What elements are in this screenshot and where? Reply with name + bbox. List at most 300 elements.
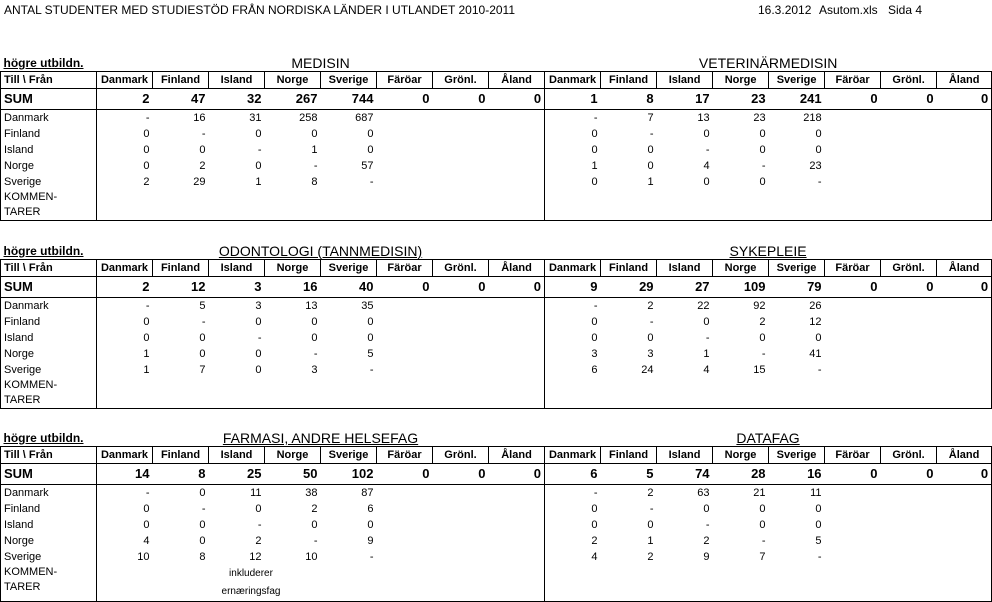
sum-cell: 50 <box>265 464 321 485</box>
empty-cell <box>937 485 992 502</box>
comments-right <box>545 565 992 602</box>
sum-cell: 5 <box>601 464 657 485</box>
empty-cell <box>489 314 545 330</box>
sum-cell: 16 <box>265 277 321 298</box>
comment-note-line: inkluderer <box>229 568 273 579</box>
row-label: Finland <box>1 501 97 517</box>
data-cell: 1 <box>647 176 654 188</box>
sum-cell: 2 <box>97 89 153 110</box>
column-header: Island <box>657 447 713 464</box>
empty-cell <box>937 501 992 517</box>
empty-cell <box>377 314 433 330</box>
sum-cell: 6 <box>545 464 601 485</box>
comments-row <box>1 378 992 409</box>
data-cell: 11 <box>250 487 262 499</box>
column-header: Danmark <box>545 447 601 464</box>
row-label: Danmark <box>1 298 97 315</box>
corner-label: Till \ Från <box>1 260 97 277</box>
comments-row <box>1 565 992 602</box>
data-cell: 1 <box>647 535 654 547</box>
sum-cell: 0 <box>433 89 489 110</box>
data-cell: - <box>369 551 374 563</box>
data-cell: - <box>705 332 710 344</box>
sum-cell: 0 <box>377 464 433 485</box>
table-block <box>0 238 989 409</box>
data-cell: 0 <box>703 316 710 328</box>
sum-cell: 32 <box>209 89 265 110</box>
data-cell: 1 <box>97 362 153 378</box>
data-cell: 0 <box>545 517 601 533</box>
column-header: Norge <box>265 72 321 89</box>
data-cell: 0 <box>311 332 318 344</box>
data-cell: 9 <box>703 551 710 563</box>
column-header: Färöar <box>825 447 881 464</box>
data-cell: 11 <box>810 487 822 499</box>
data-cell: 24 <box>641 364 654 376</box>
empty-cell <box>881 110 937 127</box>
table-block <box>0 425 989 602</box>
sum-cell: 0 <box>937 89 992 110</box>
sum-cell: 40 <box>321 277 377 298</box>
empty-cell <box>377 110 433 127</box>
empty-cell <box>937 126 992 142</box>
empty-cell <box>937 330 992 346</box>
data-cell: 0 <box>199 144 206 156</box>
data-cell: 0 <box>311 316 318 328</box>
data-cell: 0 <box>815 128 822 140</box>
data-cell: 0 <box>647 519 654 531</box>
column-header: Sverige <box>321 72 377 89</box>
comments-label: KOMMEN-TARER <box>1 378 97 409</box>
data-cell: 0 <box>367 519 374 531</box>
empty-cell <box>489 362 545 378</box>
column-header: Island <box>657 260 713 277</box>
higher-education-label: högre utbildn. <box>3 244 84 258</box>
data-cell: 1 <box>255 176 262 188</box>
data-cell: 0 <box>545 174 601 190</box>
empty-cell <box>489 298 545 315</box>
column-header: Grönl. <box>881 72 937 89</box>
data-cell: 2 <box>647 551 654 563</box>
data-cell: 0 <box>647 160 654 172</box>
data-cell: - <box>201 128 206 140</box>
empty-cell <box>825 298 881 315</box>
data-cell: - <box>369 176 374 188</box>
data-cell: 0 <box>97 126 153 142</box>
row-label: Danmark <box>1 485 97 502</box>
data-cell: 0 <box>255 316 262 328</box>
data-cell: 7 <box>199 364 206 376</box>
data-table <box>0 50 992 221</box>
column-header: Åland <box>489 72 545 89</box>
data-cell: - <box>257 519 262 531</box>
comments-label: KOMMEN-TARER <box>1 565 97 602</box>
data-cell: 0 <box>759 176 766 188</box>
empty-cell <box>433 110 489 127</box>
table-row <box>1 533 992 549</box>
sum-cell: 0 <box>881 464 937 485</box>
empty-cell <box>825 110 881 127</box>
empty-cell <box>433 298 489 315</box>
column-header: Sverige <box>321 260 377 277</box>
column-header: Norge <box>265 447 321 464</box>
data-cell: 258 <box>299 112 318 124</box>
data-cell: - <box>257 332 262 344</box>
empty-cell <box>377 126 433 142</box>
row-label: Island <box>1 330 97 346</box>
empty-cell <box>881 549 937 565</box>
comments-right <box>545 190 992 221</box>
section-title-left: MEDISIN <box>291 55 350 71</box>
data-cell: 1 <box>311 144 318 156</box>
empty-cell <box>937 362 992 378</box>
column-header: Åland <box>489 447 545 464</box>
column-header: Färöar <box>825 72 881 89</box>
empty-cell <box>377 298 433 315</box>
data-cell: 4 <box>703 364 710 376</box>
file-name: Asutom.xls <box>819 3 878 17</box>
data-cell: 4 <box>703 160 710 172</box>
data-cell: 10 <box>305 551 318 563</box>
empty-cell <box>825 174 881 190</box>
empty-cell <box>377 158 433 174</box>
row-label: Norge <box>1 158 97 174</box>
table-row <box>1 501 992 517</box>
data-cell: 2 <box>545 533 601 549</box>
empty-cell <box>433 362 489 378</box>
data-cell: 6 <box>545 362 601 378</box>
data-cell: 0 <box>647 144 654 156</box>
empty-cell <box>489 485 545 502</box>
data-cell: 16 <box>193 112 206 124</box>
data-cell: 12 <box>249 551 262 563</box>
empty-cell <box>825 126 881 142</box>
data-cell: 38 <box>305 487 318 499</box>
empty-cell <box>881 533 937 549</box>
data-table <box>0 238 992 409</box>
empty-cell <box>433 533 489 549</box>
data-cell: 4 <box>97 533 153 549</box>
empty-cell <box>825 142 881 158</box>
data-cell: 0 <box>367 128 374 140</box>
empty-cell <box>825 158 881 174</box>
empty-cell <box>377 142 433 158</box>
data-cell: 1 <box>97 346 153 362</box>
data-cell: 21 <box>753 487 766 499</box>
sum-cell: 744 <box>321 89 377 110</box>
table-row <box>1 110 992 127</box>
section-title-right: VETERINÄRMEDISIN <box>698 55 838 71</box>
empty-cell <box>377 485 433 502</box>
data-cell: - <box>97 110 153 127</box>
sum-cell: 0 <box>433 464 489 485</box>
data-cell: 0 <box>199 487 206 499</box>
sum-cell: 16 <box>769 464 825 485</box>
data-cell: 0 <box>311 519 318 531</box>
empty-cell <box>881 314 937 330</box>
section-title-left: ODONTOLOGI (TANNMEDISIN) <box>218 243 423 259</box>
data-cell: - <box>313 348 318 360</box>
empty-cell <box>377 501 433 517</box>
data-cell: 0 <box>759 144 766 156</box>
data-cell: 9 <box>367 535 374 547</box>
sum-cell: 0 <box>881 277 937 298</box>
data-cell: 15 <box>753 364 766 376</box>
data-cell: 5 <box>367 348 374 360</box>
data-cell: 0 <box>199 332 206 344</box>
column-header: Island <box>657 72 713 89</box>
data-cell: - <box>97 298 153 315</box>
empty-cell <box>489 533 545 549</box>
sum-label: SUM <box>1 277 97 298</box>
sum-cell: 109 <box>713 277 769 298</box>
empty-cell <box>433 549 489 565</box>
report-title: ANTAL STUDENTER MED STUDIESTÖD FRÅN NORDISKA LÄNDER I UTLANDET 2010-2011 <box>4 3 516 17</box>
comment-note-line: ernæringsfag <box>221 586 281 597</box>
column-header: Färöar <box>377 260 433 277</box>
data-cell: 87 <box>361 487 374 499</box>
column-header-row <box>1 447 992 464</box>
sum-cell: 23 <box>713 89 769 110</box>
column-header: Island <box>209 260 265 277</box>
row-label: Finland <box>1 314 97 330</box>
data-cell: 0 <box>97 330 153 346</box>
data-cell: 0 <box>311 128 318 140</box>
empty-cell <box>825 362 881 378</box>
empty-cell <box>937 174 992 190</box>
sum-cell: 9 <box>545 277 601 298</box>
column-header: Färöar <box>377 447 433 464</box>
column-header: Grönl. <box>881 447 937 464</box>
sum-cell: 25 <box>209 464 265 485</box>
section-title-right: SYKEPLEIE <box>729 243 807 259</box>
data-cell: 0 <box>545 142 601 158</box>
empty-cell <box>433 346 489 362</box>
sum-cell: 0 <box>937 464 992 485</box>
data-cell: - <box>761 535 766 547</box>
data-cell: 0 <box>367 332 374 344</box>
data-cell: 41 <box>809 348 822 360</box>
column-header: Danmark <box>97 447 153 464</box>
data-cell: 0 <box>759 519 766 531</box>
data-cell: 0 <box>703 128 710 140</box>
empty-cell <box>377 362 433 378</box>
data-cell: 63 <box>697 487 710 499</box>
block-title-row <box>1 238 992 260</box>
sum-cell: 79 <box>769 277 825 298</box>
empty-cell <box>489 174 545 190</box>
data-cell: 0 <box>703 176 710 188</box>
sum-cell: 17 <box>657 89 713 110</box>
empty-cell <box>825 314 881 330</box>
column-header: Norge <box>713 447 769 464</box>
data-cell: - <box>705 519 710 531</box>
column-header: Island <box>209 447 265 464</box>
data-cell: 0 <box>545 126 601 142</box>
sum-row <box>1 89 992 110</box>
empty-cell <box>937 549 992 565</box>
data-cell: 0 <box>703 503 710 515</box>
empty-cell <box>377 517 433 533</box>
sum-cell: 3 <box>209 277 265 298</box>
data-cell: 687 <box>355 112 374 124</box>
data-cell: 0 <box>199 535 206 547</box>
empty-cell <box>377 533 433 549</box>
column-header: Finland <box>153 72 209 89</box>
row-label: Danmark <box>1 110 97 127</box>
table-row <box>1 174 992 190</box>
comments-left <box>97 190 545 221</box>
column-header-row <box>1 260 992 277</box>
column-header: Färöar <box>377 72 433 89</box>
sum-cell: 28 <box>713 464 769 485</box>
higher-education-label: högre utbildn. <box>3 431 84 445</box>
data-cell: - <box>817 364 822 376</box>
data-cell: 0 <box>255 348 262 360</box>
sum-cell: 0 <box>825 277 881 298</box>
data-table <box>0 425 992 602</box>
empty-cell <box>881 174 937 190</box>
empty-cell <box>881 298 937 315</box>
empty-cell <box>937 110 992 127</box>
empty-cell <box>825 346 881 362</box>
empty-cell <box>433 174 489 190</box>
data-cell: 0 <box>815 519 822 531</box>
empty-cell <box>433 126 489 142</box>
sum-cell: 47 <box>153 89 209 110</box>
empty-cell <box>377 330 433 346</box>
empty-cell <box>489 126 545 142</box>
empty-cell <box>433 501 489 517</box>
row-label: Island <box>1 517 97 533</box>
column-header: Finland <box>601 72 657 89</box>
comments-left <box>97 378 545 409</box>
data-cell: 2 <box>199 160 206 172</box>
table-row <box>1 298 992 315</box>
empty-cell <box>433 330 489 346</box>
empty-cell <box>881 517 937 533</box>
table-row <box>1 142 992 158</box>
data-cell: 0 <box>545 501 601 517</box>
sum-cell: 12 <box>153 277 209 298</box>
data-cell: 0 <box>759 503 766 515</box>
sum-cell: 241 <box>769 89 825 110</box>
data-cell: 2 <box>255 535 262 547</box>
data-cell: - <box>313 160 318 172</box>
empty-cell <box>489 110 545 127</box>
column-header: Norge <box>265 260 321 277</box>
data-cell: 2 <box>647 487 654 499</box>
empty-cell <box>881 330 937 346</box>
empty-cell <box>937 158 992 174</box>
empty-cell <box>825 501 881 517</box>
data-cell: 26 <box>809 300 822 312</box>
column-header: Färöar <box>825 260 881 277</box>
data-cell: 3 <box>311 364 318 376</box>
empty-cell <box>937 517 992 533</box>
column-header: Åland <box>937 72 992 89</box>
data-cell: 7 <box>647 112 654 124</box>
comments-row <box>1 190 992 221</box>
empty-cell <box>881 501 937 517</box>
column-header-row <box>1 72 992 89</box>
data-cell: 0 <box>97 158 153 174</box>
sum-cell: 0 <box>825 89 881 110</box>
sum-row <box>1 464 992 485</box>
sum-cell: 0 <box>377 277 433 298</box>
data-cell: - <box>761 348 766 360</box>
data-cell: 0 <box>367 316 374 328</box>
sum-cell: 0 <box>433 277 489 298</box>
sum-label: SUM <box>1 89 97 110</box>
page-header <box>0 0 959 22</box>
data-cell: 0 <box>97 501 153 517</box>
data-cell: 0 <box>97 142 153 158</box>
empty-cell <box>937 346 992 362</box>
column-header: Grönl. <box>433 72 489 89</box>
data-cell: 7 <box>759 551 766 563</box>
row-label: Sverige <box>1 362 97 378</box>
sum-label: SUM <box>1 464 97 485</box>
column-header: Åland <box>489 260 545 277</box>
column-header: Grönl. <box>881 260 937 277</box>
data-cell: 3 <box>647 348 654 360</box>
section-title-left: FARMASI, ANDRE HELSEFAG <box>222 430 419 446</box>
empty-cell <box>433 485 489 502</box>
sum-cell: 0 <box>489 89 545 110</box>
data-cell: 0 <box>759 128 766 140</box>
empty-cell <box>433 142 489 158</box>
row-label: Island <box>1 142 97 158</box>
data-cell: 0 <box>367 144 374 156</box>
block-title-row <box>1 425 992 447</box>
table-row <box>1 346 992 362</box>
empty-cell <box>825 330 881 346</box>
data-cell: 5 <box>815 535 822 547</box>
empty-cell <box>825 533 881 549</box>
empty-cell <box>881 126 937 142</box>
row-label: Sverige <box>1 549 97 565</box>
block-title-row <box>1 50 992 72</box>
sum-cell: 102 <box>321 464 377 485</box>
empty-cell <box>489 517 545 533</box>
empty-cell <box>489 142 545 158</box>
data-cell: 35 <box>361 300 374 312</box>
data-cell: 0 <box>255 128 262 140</box>
table-row <box>1 362 992 378</box>
data-cell: 1 <box>545 158 601 174</box>
data-cell: 23 <box>753 112 766 124</box>
data-cell: 0 <box>199 348 206 360</box>
data-cell: - <box>313 535 318 547</box>
report-date: 16.3.2012 <box>758 3 812 17</box>
data-cell: 0 <box>255 160 262 172</box>
comments-label: KOMMEN-TARER <box>1 190 97 221</box>
empty-cell <box>937 533 992 549</box>
column-header: Grönl. <box>433 260 489 277</box>
table-row <box>1 517 992 533</box>
empty-cell <box>881 142 937 158</box>
data-cell: 218 <box>803 112 822 124</box>
data-cell: - <box>545 298 601 315</box>
empty-cell <box>489 158 545 174</box>
sum-cell: 27 <box>657 277 713 298</box>
sum-cell: 0 <box>881 89 937 110</box>
data-cell: - <box>761 160 766 172</box>
column-header: Finland <box>153 260 209 277</box>
comments-right <box>545 378 992 409</box>
empty-cell <box>433 158 489 174</box>
